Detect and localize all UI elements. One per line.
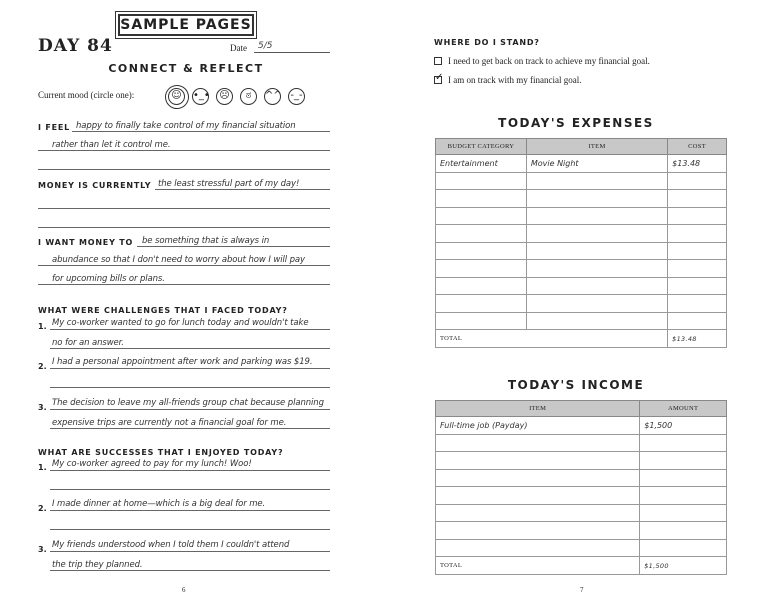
write-line [50,329,330,330]
income-cell[interactable] [640,469,727,487]
income-cell[interactable] [640,487,727,505]
income-cell[interactable] [436,452,640,470]
success-number-1: 1. [38,463,47,472]
income-cell[interactable] [640,434,727,452]
expenses-header-cost: COST [668,139,727,155]
expenses-cell[interactable] [668,172,727,190]
option-off-track-label: I need to get back on track to achieve my financial goal. [448,56,650,66]
expenses-cell[interactable] [436,190,527,208]
income-table [435,400,727,575]
expenses-row [436,172,727,190]
write-line [50,551,330,552]
expenses-cell[interactable] [436,225,527,243]
income-cell[interactable] [640,452,727,470]
income-cell[interactable]: $1,500 [640,417,727,435]
write-line [50,428,330,429]
expenses-cell[interactable] [526,207,667,225]
expenses-cell[interactable] [526,225,667,243]
challenge-3-line-1: The decision to leave my all-friends group chat because planning [52,398,324,408]
expenses-cell[interactable] [436,207,527,225]
income-total-value: $1,500 [640,557,727,575]
date-line [254,52,330,53]
expenses-cell[interactable] [668,207,727,225]
i-feel-label: I FEEL [38,123,71,132]
challenge-number-2: 2. [38,362,47,371]
right-page [384,0,768,614]
expenses-row [436,242,727,260]
expenses-table [435,138,727,348]
expenses-row [436,260,727,278]
write-line [50,570,330,571]
challenge-number-3: 3. [38,403,47,412]
expenses-cell[interactable] [526,190,667,208]
income-cell[interactable] [640,504,727,522]
challenge-3-line-2: expensive trips are currently not a financial goal for me. [52,418,287,428]
checkbox-checked[interactable] [434,76,442,84]
expenses-title: TODAY'S EXPENSES [498,116,654,130]
i-feel-answer-2: rather than let it control me. [52,140,171,150]
money-currently-label: MONEY IS CURRENTLY [38,181,152,190]
income-row [436,417,727,435]
option-on-track[interactable] [434,75,581,85]
success-number-2: 2. [38,504,47,513]
date-value: 5/5 [258,41,273,51]
connect-reflect-heading: CONNECT & REFLECT [108,62,264,75]
page-number-right: 7 [580,586,584,594]
income-cell[interactable] [436,504,640,522]
income-cell[interactable] [436,487,640,505]
expenses-cell[interactable] [526,260,667,278]
income-cell[interactable] [640,522,727,540]
expenses-cell[interactable] [436,260,527,278]
want-money-answer-2: abundance so that I don't need to worry about how I will pay [52,255,305,265]
expenses-cell[interactable] [668,295,727,313]
i-feel-answer-1: happy to finally take control of my financial situation [76,121,296,131]
mood-sleepy-icon[interactable]: -_- [288,88,305,105]
challenge-1-line-2: no for an answer. [52,338,124,348]
success-3-line-2: the trip they planned. [52,560,143,570]
income-row [436,504,727,522]
expenses-cell[interactable] [436,242,527,260]
expenses-cell[interactable] [436,312,527,330]
mood-angry-icon[interactable]: ಠ [240,88,257,105]
write-line [137,246,330,247]
expenses-row [436,225,727,243]
expenses-rows [436,155,727,330]
successes-label: WHAT ARE SUCCESSES THAT I ENJOYED TODAY? [38,448,284,457]
date-label: Date [230,43,247,53]
option-on-track-label: I am on track with my financial goal. [448,75,582,85]
sample-pages-title: SAMPLE PAGES [118,14,254,36]
write-line [155,189,330,190]
income-row [436,452,727,470]
income-cell[interactable] [436,434,640,452]
income-row [436,487,727,505]
expenses-cell[interactable] [526,172,667,190]
want-money-answer-3: for upcoming bills or plans. [52,274,165,284]
income-row [436,539,727,557]
mood-happy-icon[interactable]: ☺ [168,88,185,105]
write-line [50,348,330,349]
income-header-amount: AMOUNT [640,401,727,417]
expenses-cell[interactable] [668,260,727,278]
income-cell[interactable] [436,522,640,540]
write-line [50,368,330,369]
expenses-cell[interactable] [436,277,527,295]
income-total-row [436,557,727,575]
write-line [38,169,330,170]
success-3-line-1: My friends understood when I told them I couldn't attend [52,540,290,550]
income-cell[interactable] [436,539,640,557]
expenses-row [436,277,727,295]
day-title: DAY 84 [38,36,113,56]
write-line [50,409,330,410]
write-line [38,150,330,151]
expenses-cell[interactable] [436,295,527,313]
income-row [436,434,727,452]
expenses-cell[interactable] [526,312,667,330]
challenges-label: WHAT WERE CHALLENGES THAT I FACED TODAY? [38,306,288,315]
write-line [38,265,330,266]
expenses-cell[interactable]: $13.48 [668,155,727,173]
expenses-cell[interactable] [668,242,727,260]
challenge-number-1: 1. [38,322,47,331]
write-line [50,510,330,511]
success-number-3: 3. [38,545,47,554]
expenses-cell[interactable] [668,277,727,295]
write-line [38,284,330,285]
income-title: TODAY'S INCOME [507,378,645,392]
expenses-row [436,155,727,173]
write-line [38,208,330,209]
write-line [50,387,330,388]
income-row [436,469,727,487]
money-currently-answer: the least stressful part of my day! [158,179,300,189]
income-cell[interactable]: Full-time job (Payday) [436,417,640,435]
income-rows [436,417,727,557]
income-header-item: ITEM [436,401,640,417]
page-number-left: 6 [182,586,186,594]
where-do-i-stand-heading: WHERE DO I STAND? [434,38,540,47]
challenge-2-line-1: I had a personal appointment after work and parking was $19. [52,357,313,367]
expenses-cell[interactable] [668,225,727,243]
expenses-cell[interactable] [668,312,727,330]
income-cell[interactable] [436,469,640,487]
expenses-cell[interactable] [526,242,667,260]
write-line [50,470,330,471]
write-line [50,489,330,490]
expenses-row [436,207,727,225]
challenge-1-line-1: My co-worker wanted to go for lunch today and wouldn't take [52,318,309,328]
expenses-total-row [436,330,727,348]
success-1-line-1: My co-worker agreed to pay for my lunch! Woo! [52,459,252,469]
expenses-cell[interactable] [526,295,667,313]
mood-laughing-icon[interactable]: ^^ [264,88,281,105]
expenses-cell[interactable]: Movie Night [526,155,667,173]
income-total-label: TOTAL [436,557,640,575]
income-cell[interactable] [640,539,727,557]
mood-sad-icon[interactable]: ☹ [216,88,233,105]
want-money-label: I WANT MONEY TO [38,238,134,247]
expenses-total-label: TOTAL [436,330,668,348]
mood-neutral-icon[interactable]: •_• [192,88,209,105]
expenses-header-item: ITEM [526,139,667,155]
write-line [38,227,330,228]
expenses-row [436,312,727,330]
expenses-cell[interactable] [668,190,727,208]
mood-options [168,88,305,105]
checkbox-unchecked[interactable] [434,57,442,65]
want-money-answer-1: be something that is always in [142,236,270,246]
write-line [72,131,330,132]
expenses-row [436,190,727,208]
expenses-cell[interactable]: Entertainment [436,155,527,173]
expenses-cell[interactable] [436,172,527,190]
option-off-track[interactable] [434,56,650,66]
success-2-line-1: I made dinner at home—which is a big deal for me. [52,499,266,509]
expenses-total-value: $13.48 [668,330,727,348]
write-line [50,529,330,530]
mood-label: Current mood (circle one): [38,90,135,100]
expenses-header-category: BUDGET CATEGORY [436,139,527,155]
expenses-row [436,295,727,313]
income-row [436,522,727,540]
expenses-cell[interactable] [526,277,667,295]
